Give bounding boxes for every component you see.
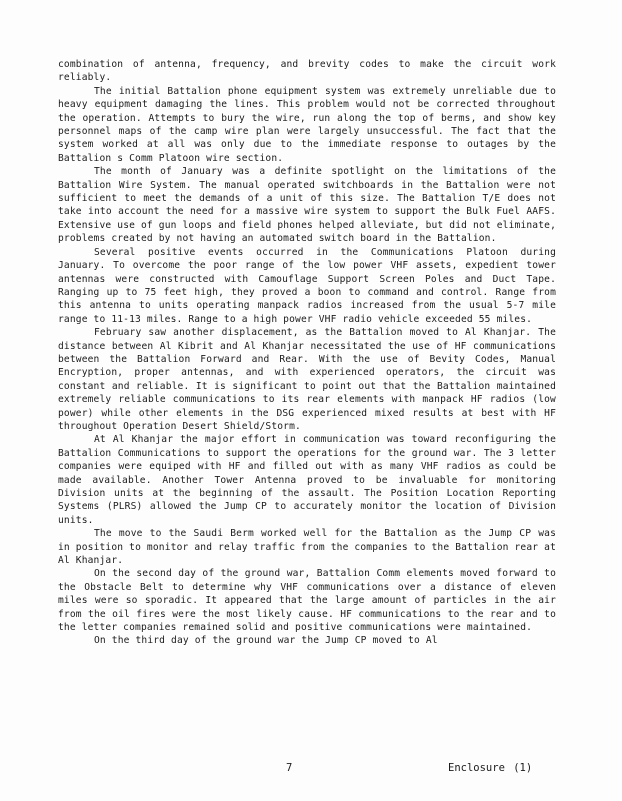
enclosure-label: Enclosure (1) xyxy=(448,762,533,774)
paragraph-4: Several positive events occurred in the Communications Platoon during January. To overcome the poor range of the low power VHF assets, expedient tower antennas were constructed with Camouflage Support Screen Poles and Duct Tape. Ranging up to 75 feet high, they proved a boon to command and control. Range from this antenna to units operating manpack radios increased from the usual 5-7 mile range to 11-13 miles. Range to a high power VHF radio vehicle exceeded 55 miles. xyxy=(58,246,556,325)
paragraph-2: The initial Battalion phone equipment system was extremely unreliable due to heavy equipment damaging the lines. This problem would not be corrected throughout the operation. Attempts to bury the wire, run along the top of berms, and show key personnel maps of the camp wire plan were largely unsuccessful. The fact that the system worked at all was only due to the immediate response to outages by the Battalion s Comm Platoon wire section. xyxy=(58,85,556,164)
page-number: 7 xyxy=(286,762,293,774)
paragraph-8: On the second day of the ground war, Battalion Comm elements moved forward to the Obstacle Belt to determine why VHF communications over a distance of eleven miles were so sporadic. It appeared that the large amount of particles in the air from the oil fires were the most likely cause. HF communications to the rear and to the letter companies remained solid and positive communications were maintained. xyxy=(58,568,556,634)
document-body xyxy=(58,58,556,648)
paragraph-7: The move to the Saudi Berm worked well for the Battalion as the Jump CP was in position to monitor and relay traffic from the companies to the Battalion rear at Al Khanjar. xyxy=(58,528,556,567)
paragraph-1: combination of antenna, frequency, and brevity codes to make the circuit work reliably. xyxy=(58,59,556,84)
paragraph-5: February saw another displacement, as the Battalion moved to Al Khanjar. The distance between Al Kibrit and Al Khanjar necessitated the use of HF communications between the Battalion Forward and Rear. With the use of Bevity Codes, Manual Encryption, proper antennas, and with experienced operators, the circuit was constant and reliable. It is significant to point out that the Battalion maintained extremely reliable communications to its rear elements with manpack HF radios (low power) while other elements in the DSG experienced mixed results at best with HF throughout Operation Desert Shield/Storm. xyxy=(58,327,556,432)
paragraph-3: The month of January was a definite spotlight on the limitations of the Battalion Wire System. The manual operated switchboards in the Battalion were not sufficient to meet the demands of a unit of this size. The Battalion T/E does not take into account the need for a massive wire system to support the Bulk Fuel AAFS. Extensive use of gun loops and field phones helped alleviate, but did not eliminate, problems created by not having an automated switch board in the Battalion. xyxy=(58,166,556,245)
paragraph-6: At Al Khanjar the major effort in communication was toward reconfiguring the Battalion Communications to support the operations for the ground war. The 3 letter companies were equiped with HF and filled out with as many VHF radios as could be made available. Another Tower Antenna proved to be invaluable for monitoring Division units at the beginning of the assault. The Position Location Reporting Systems (PLRS) allowed the Jump CP to accurately monitor the location of Division units. xyxy=(58,434,556,526)
paragraph-9: On the third day of the ground war the Jump CP moved to Al xyxy=(94,635,438,647)
